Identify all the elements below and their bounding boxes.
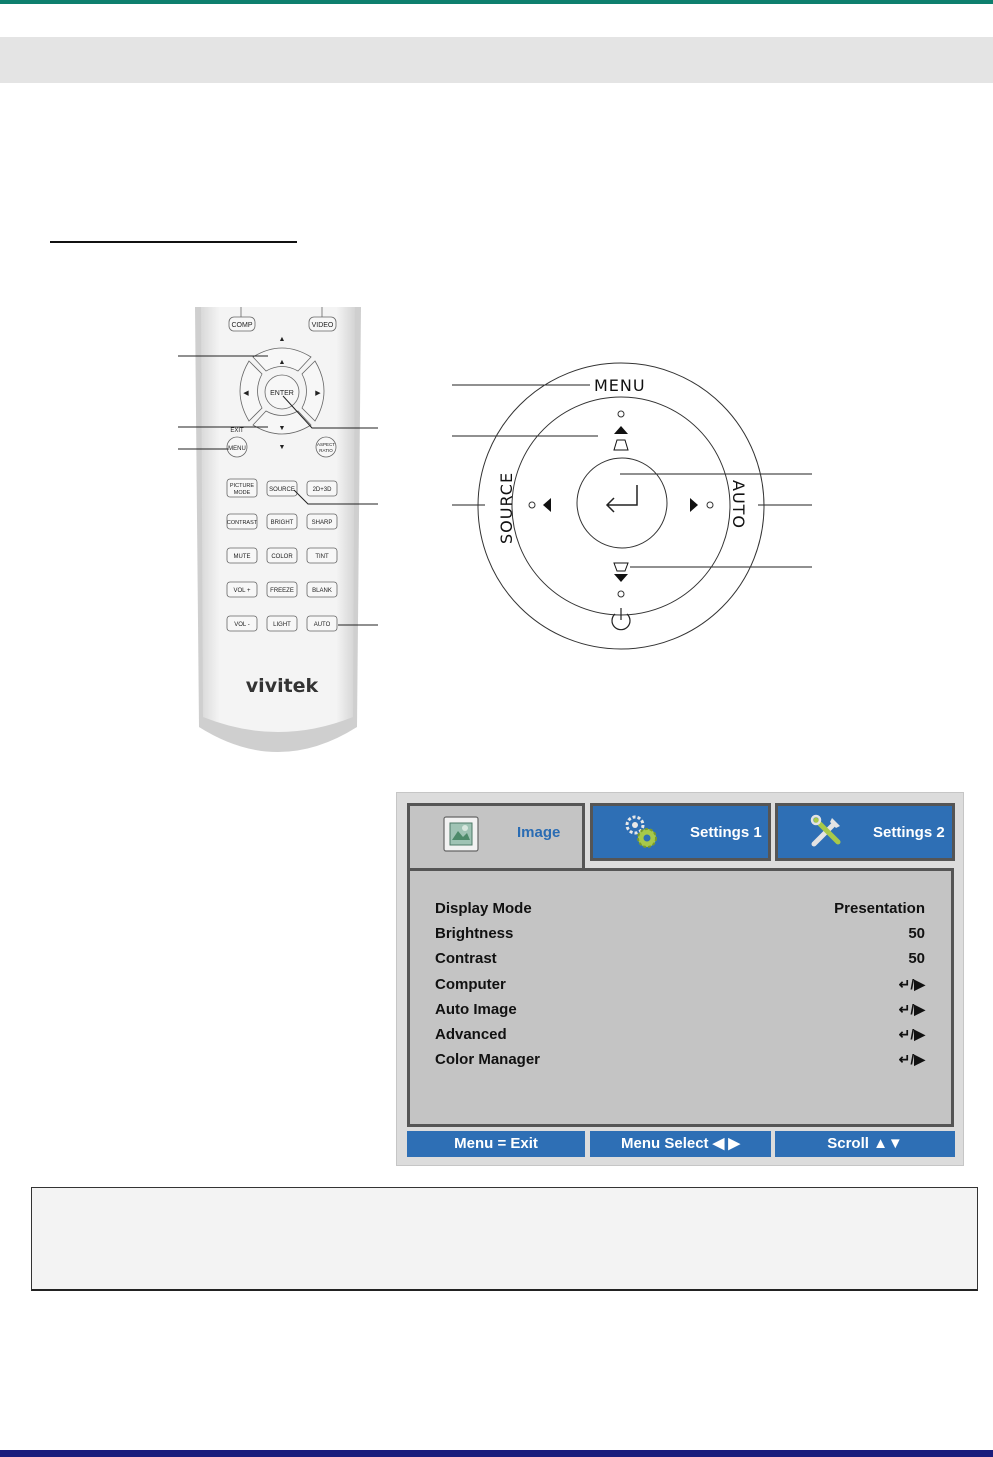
keystone-up-icon xyxy=(614,440,628,450)
menu-row-color-manager[interactable] xyxy=(435,1051,925,1071)
menu-row-value: Presentation xyxy=(834,900,925,917)
keypad-down-button[interactable] xyxy=(614,574,628,582)
keypad-drawing xyxy=(452,360,812,655)
footer-scroll: Scroll ▲▼ xyxy=(775,1131,955,1157)
keystone-down-icon xyxy=(614,563,628,571)
menu-row-label: Computer xyxy=(435,976,506,993)
right-arrow-icon: ▶ xyxy=(315,390,321,397)
menu-row-label: Advanced xyxy=(435,1026,507,1043)
contrast-button-label: CONTRAST xyxy=(226,520,258,526)
keypad-enter-button[interactable] xyxy=(577,458,667,548)
keypad-menu-label: MENU xyxy=(594,376,646,395)
keypad-left-button[interactable] xyxy=(543,498,551,512)
footer-rule xyxy=(0,1450,993,1457)
tint-button-label: TINT xyxy=(315,554,329,560)
menu-row-auto-image[interactable] xyxy=(435,1001,925,1021)
tab-settings-2[interactable] xyxy=(775,803,955,861)
note-box xyxy=(31,1187,978,1291)
exit-label: EXIT xyxy=(230,428,244,434)
light-button-label: LIGHT xyxy=(273,622,291,628)
vol-minus-button-label: VOL - xyxy=(234,622,250,628)
freeze-button-label: FREEZE xyxy=(270,588,294,594)
menu-row-label: Brightness xyxy=(435,925,514,942)
osd-menu xyxy=(396,792,964,1166)
enter-submenu-icon: ↵/▶ xyxy=(898,1051,925,1067)
menu-row-label: Color Manager xyxy=(435,1051,541,1068)
keypad-right-button[interactable] xyxy=(690,498,698,512)
menu-row-computer[interactable] xyxy=(435,976,925,996)
menu-row-display-mode[interactable] xyxy=(435,900,925,920)
keypad-up-button[interactable] xyxy=(614,426,628,434)
auto-button-label: AUTO xyxy=(313,622,331,628)
remote-control-drawing xyxy=(193,307,363,762)
header-rule xyxy=(0,0,993,4)
down-arrow-icon: ▼ xyxy=(278,425,286,432)
tab-image[interactable] xyxy=(407,803,585,873)
tab-settings-1-label: Settings 1 xyxy=(690,824,762,841)
enter-submenu-icon: ↵/▶ xyxy=(898,976,925,992)
footer-menu-exit: Menu = Exit xyxy=(407,1131,585,1157)
enter-submenu-icon: ↵/▶ xyxy=(898,1001,925,1017)
blank-button-label: BLANK xyxy=(312,588,332,594)
power-icon[interactable] xyxy=(612,608,630,630)
aspect-label-1: ASPECT xyxy=(316,442,336,447)
tab-settings-2-label: Settings 2 xyxy=(873,824,945,841)
projector-keypad xyxy=(452,360,812,655)
enter-icon xyxy=(607,485,637,512)
picture-label-2: MODE xyxy=(233,490,251,496)
down-marker-icon: ▼ xyxy=(278,444,286,451)
footer-menu-select: Menu Select ◀ ▶ xyxy=(590,1131,771,1157)
enter-button-label: ENTER xyxy=(270,390,294,397)
mute-button-label: MUTE xyxy=(233,554,251,560)
menu-row-value: 50 xyxy=(908,925,925,942)
menu-row-label: Auto Image xyxy=(435,1001,517,1018)
picture-label-1: PICTURE xyxy=(229,483,255,489)
color-button-label: COLOR xyxy=(271,554,293,560)
tools-icon xyxy=(808,814,844,850)
source-button-label: SOURCE xyxy=(269,487,295,493)
keypad-auto-label: AUTO xyxy=(729,480,748,530)
up-arrow-icon: ▲ xyxy=(278,359,286,366)
keypad-source-label: SOURCE xyxy=(497,471,516,544)
menu-row-contrast[interactable] xyxy=(435,950,925,970)
bright-button-label: BRIGHT xyxy=(270,520,294,526)
up-marker-icon: ▲ xyxy=(278,336,286,343)
osd-image-panel xyxy=(407,868,954,1127)
menu-row-value: 50 xyxy=(908,950,925,967)
enter-submenu-icon: ↵/▶ xyxy=(898,1026,925,1042)
vol-plus-button-label: VOL + xyxy=(233,588,251,594)
gears-icon xyxy=(623,814,659,850)
section-heading-band xyxy=(0,37,993,83)
subheading-underline xyxy=(50,241,297,243)
2d3d-button-label: 2D+3D xyxy=(312,487,332,493)
tab-image-label: Image xyxy=(517,824,561,841)
tab-settings-1[interactable] xyxy=(590,803,771,861)
sharp-button-label: SHARP xyxy=(311,520,333,526)
left-arrow-icon: ◀ xyxy=(243,390,249,397)
menu-row-brightness[interactable] xyxy=(435,925,925,945)
aspect-ratio-button[interactable] xyxy=(316,437,336,457)
remote-control xyxy=(193,307,363,762)
video-button-label: VIDEO xyxy=(311,322,334,329)
menu-row-label: Display Mode xyxy=(435,900,532,917)
menu-button-label: MENU xyxy=(228,446,246,452)
image-icon xyxy=(443,816,479,852)
menu-row-label: Contrast xyxy=(435,950,497,967)
comp-button-label: COMP xyxy=(231,322,253,329)
vivitek-logo: vivitek xyxy=(245,675,319,697)
aspect-label-2: RATIO xyxy=(319,448,333,453)
menu-row-advanced[interactable] xyxy=(435,1026,925,1046)
